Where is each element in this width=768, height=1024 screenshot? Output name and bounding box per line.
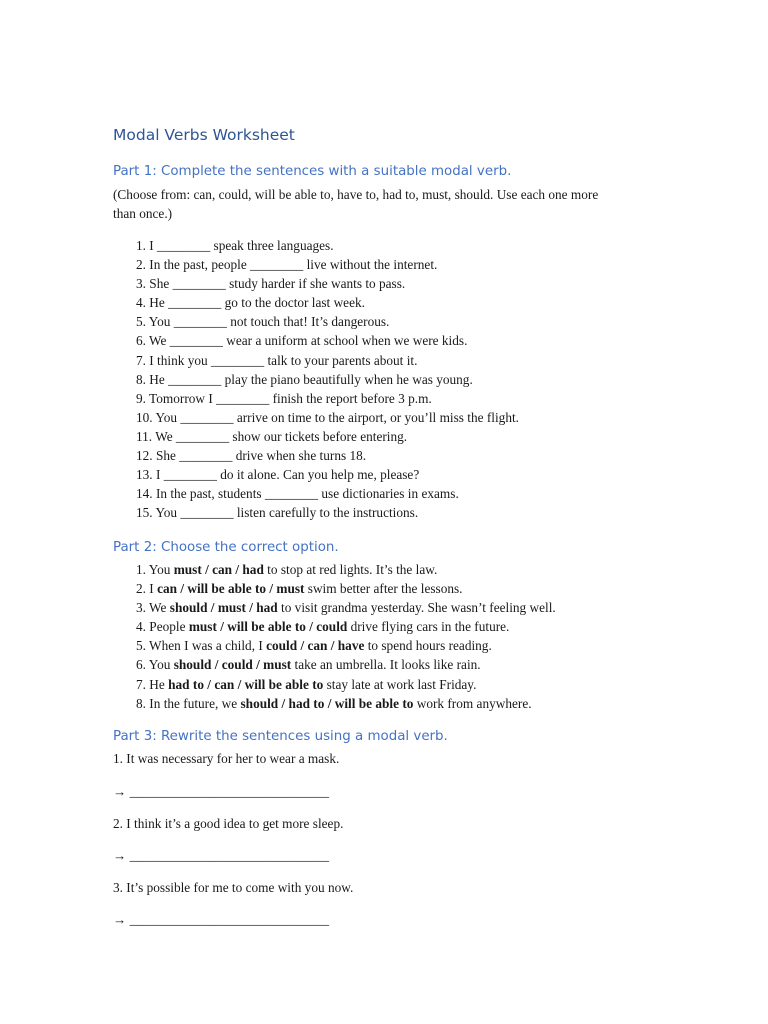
question-text: 8. He ________ play the piano beautifully when he was young.: [136, 371, 473, 387]
question-prefix: 5. When I was a child, I: [136, 638, 267, 654]
question-text: [136, 561, 437, 578]
question-text: 9. Tomorrow I ________ finish the report before 3 p.m.: [136, 390, 432, 406]
question-suffix: take an umbrella. It looks like rain.: [291, 657, 481, 673]
question-text: 1. I ________ speak three languages.: [136, 238, 334, 253]
question-text: 4. He ________ go to the doctor last week.: [136, 295, 365, 311]
question-text: 13. I ________ do it alone. Can you help me, please?: [136, 467, 420, 483]
question-text: 10. You ________ arrive on time to the airport, or you’ll miss the flight.: [136, 409, 519, 425]
question-text: 3. She ________ study harder if she wants to pass.: [136, 276, 406, 292]
question-text: 14. In the past, students ________ use dictionaries in exams.: [136, 486, 459, 502]
part1-instructions-line1: (Choose from: can, could, will be able to, have to, had to, must, should. Use each one more: [113, 187, 599, 202]
question-text: 15. You ________ listen carefully to the instructions.: [136, 505, 419, 521]
part1-instructions-line2: than once.): [113, 206, 173, 221]
question-suffix: work from anywhere.: [413, 695, 532, 711]
question-text: [136, 656, 481, 673]
question-text: [136, 618, 509, 635]
question-text: [136, 676, 476, 693]
question-text: 7. I think you ________ talk to your parents about it.: [136, 352, 418, 368]
answer-options[interactable]: should / had to / will be able to: [240, 695, 414, 711]
part3-heading: Part 3: Rewrite the sentences using a modal verb.: [113, 729, 448, 744]
question-text: 12. She ________ drive when she turns 18.: [136, 448, 367, 464]
question-suffix: to spend hours reading.: [364, 638, 492, 654]
answer-options[interactable]: can / will be able to / must: [157, 581, 305, 597]
worksheet-title: Modal Verbs Worksheet: [113, 126, 295, 144]
question-text: [136, 580, 463, 597]
question-text: [136, 637, 492, 654]
question-text: [136, 695, 532, 712]
question-prefix: 6. You: [136, 657, 174, 673]
part3-question-2: 2. I think it’s a good idea to get more sleep.: [113, 816, 344, 831]
question-prefix: 4. People: [136, 619, 189, 635]
part3-answer-line-1[interactable]: → ______________________________: [113, 784, 330, 799]
answer-options[interactable]: must / will be able to / could: [188, 619, 348, 635]
question-prefix: 8. In the future, we: [136, 695, 241, 711]
question-text: 2. In the past, people ________ live without the internet.: [136, 257, 438, 273]
answer-options[interactable]: had to / can / will be able to: [168, 676, 324, 692]
question-suffix: drive flying cars in the future.: [347, 619, 510, 635]
question-text: [136, 599, 556, 616]
question-text: 11. We ________ show our tickets before entering.: [136, 428, 408, 444]
question-suffix: swim better after the lessons.: [304, 581, 463, 597]
part3-question-3: 3. It’s possible for me to come with you now.: [113, 880, 354, 895]
part1-heading: Part 1: Complete the sentences with a suitable modal verb.: [113, 164, 512, 179]
question-text: 6. We ________ wear a uniform at school when we were kids.: [136, 333, 468, 349]
part2-heading: Part 2: Choose the correct option.: [113, 540, 339, 555]
question-prefix: 7. He: [136, 676, 169, 692]
answer-options[interactable]: could / can / have: [266, 638, 365, 654]
question-suffix: to stop at red lights. It’s the law.: [263, 562, 438, 577]
question-prefix: 2. I: [136, 581, 158, 597]
part3-answer-line-2[interactable]: → ______________________________: [113, 848, 330, 863]
question-text: 5. You ________ not touch that! It’s dangerous.: [136, 314, 390, 330]
question-prefix: 1. You: [136, 562, 174, 577]
question-prefix: 3. We: [136, 600, 170, 616]
question-suffix: to visit grandma yesterday. She wasn’t feeling well.: [277, 600, 556, 616]
question-suffix: stay late at work last Friday.: [323, 676, 477, 692]
part3-answer-line-3[interactable]: → ______________________________: [113, 912, 330, 927]
answer-options[interactable]: should / must / had: [169, 600, 278, 616]
answer-options[interactable]: should / could / must: [173, 657, 292, 673]
answer-options[interactable]: must / can / had: [173, 562, 264, 577]
part3-question-1: 1. It was necessary for her to wear a mask.: [113, 751, 340, 766]
